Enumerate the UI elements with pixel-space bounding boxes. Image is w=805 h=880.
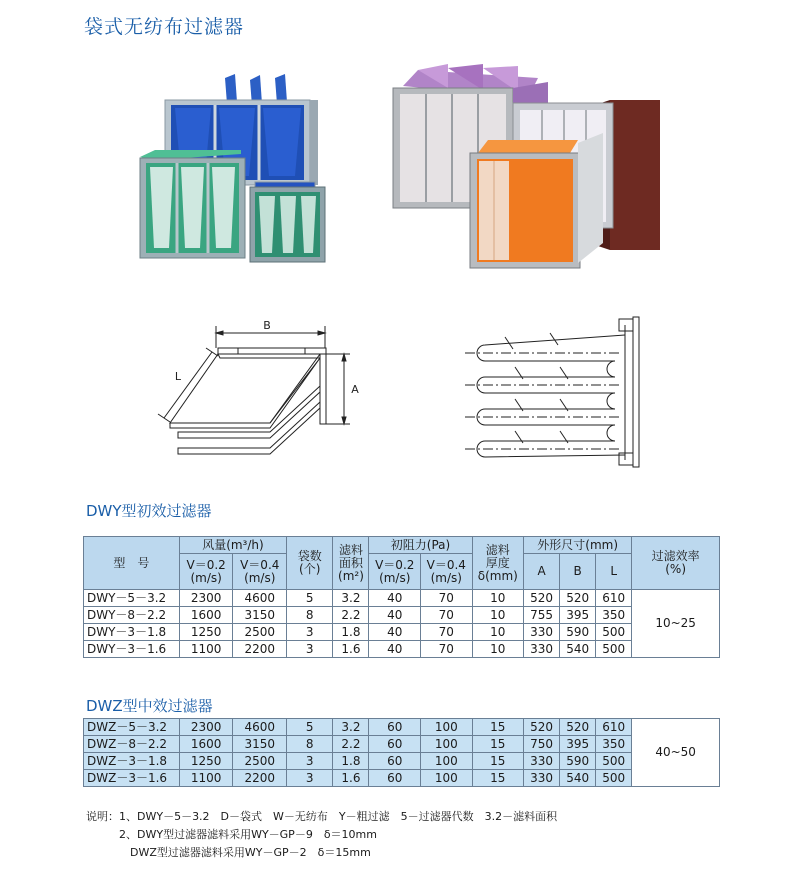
col-area-header: 滤料 面积 (m²) xyxy=(333,537,369,590)
col-resist-v04-header: V＝0.4 (m/s) xyxy=(421,554,473,590)
dim-label-a: A xyxy=(351,383,359,396)
col-thickness-header: 滤料 厚度 δ(mm) xyxy=(472,537,524,590)
note-line: 2、DWY型过滤器滤料采用WY－GP－9 δ＝10mm xyxy=(86,828,377,841)
col-v02-header: V＝0.2 (m/s) xyxy=(179,554,233,590)
dim-label-l: L xyxy=(174,370,182,383)
note-line: DWZ型过滤器滤料采用WY－GP－2 δ＝15mm xyxy=(86,846,371,859)
col-l-header: L xyxy=(596,554,632,590)
table-row: DWZ－8－2.2 1600 3150 8 2.2 60 100 15 750 395 350 xyxy=(84,736,720,753)
table-row: DWZ－5－3.2 2300 4600 5 3.2 60 100 15 520 520 610 40~50 xyxy=(84,719,720,736)
col-a-header: A xyxy=(524,554,560,590)
note-line: 说明：1、DWY－5－3.2 D－袋式 W－无纺布 Y－粗过滤 5－过滤器代数 3.2－滤料面积 xyxy=(86,810,558,823)
notes xyxy=(86,808,557,862)
table-row: DWY－5－3.2 2300 4600 5 3.2 40 70 10 520 520 610 10~25 xyxy=(84,590,720,607)
table-row: DWY－8－2.2 1600 3150 8 2.2 40 70 10 755 395 350 xyxy=(84,607,720,624)
col-dimensions-header: 外形尺寸(mm) xyxy=(524,537,632,554)
photo-colored-filters xyxy=(388,58,668,273)
col-efficiency-header: 过滤效率 (%) xyxy=(632,537,720,590)
efficiency-value: 40~50 xyxy=(632,719,720,787)
table-row: DWZ－3－1.8 1250 2500 3 1.8 60 100 15 330 590 500 xyxy=(84,753,720,770)
table-row: DWY－3－1.6 1100 2200 3 1.6 40 70 10 330 540 500 xyxy=(84,641,720,658)
col-resist-v02-header: V＝0.2 (m/s) xyxy=(369,554,421,590)
table-row: DWZ－3－1.6 1100 2200 3 1.6 60 100 15 330 540 500 xyxy=(84,770,720,787)
col-v04-header: V＝0.4 (m/s) xyxy=(233,554,287,590)
dimension-diagram xyxy=(150,318,365,468)
dim-label-b: B xyxy=(263,319,271,332)
efficiency-value: 10~25 xyxy=(632,590,720,658)
col-model-header: 型 号 xyxy=(84,537,180,590)
col-bags-header: 袋数 (个) xyxy=(287,537,333,590)
bag-layout-diagram xyxy=(455,305,660,475)
dwy-spec-table xyxy=(83,536,720,658)
dwy-section-title: DWY型初效过滤器 xyxy=(86,502,212,520)
col-airflow-header: 风量(m³/h) xyxy=(179,537,286,554)
page-title: 袋式无纺布过滤器 xyxy=(84,16,245,38)
dwz-spec-table xyxy=(83,718,720,787)
table-row: DWY－3－1.8 1250 2500 3 1.8 40 70 10 330 590 500 xyxy=(84,624,720,641)
col-b-header: B xyxy=(560,554,596,590)
dwz-section-title: DWZ型中效过滤器 xyxy=(86,697,213,715)
photo-blue-green-filters xyxy=(135,72,335,267)
col-resistance-header: 初阻力(Pa) xyxy=(369,537,472,554)
